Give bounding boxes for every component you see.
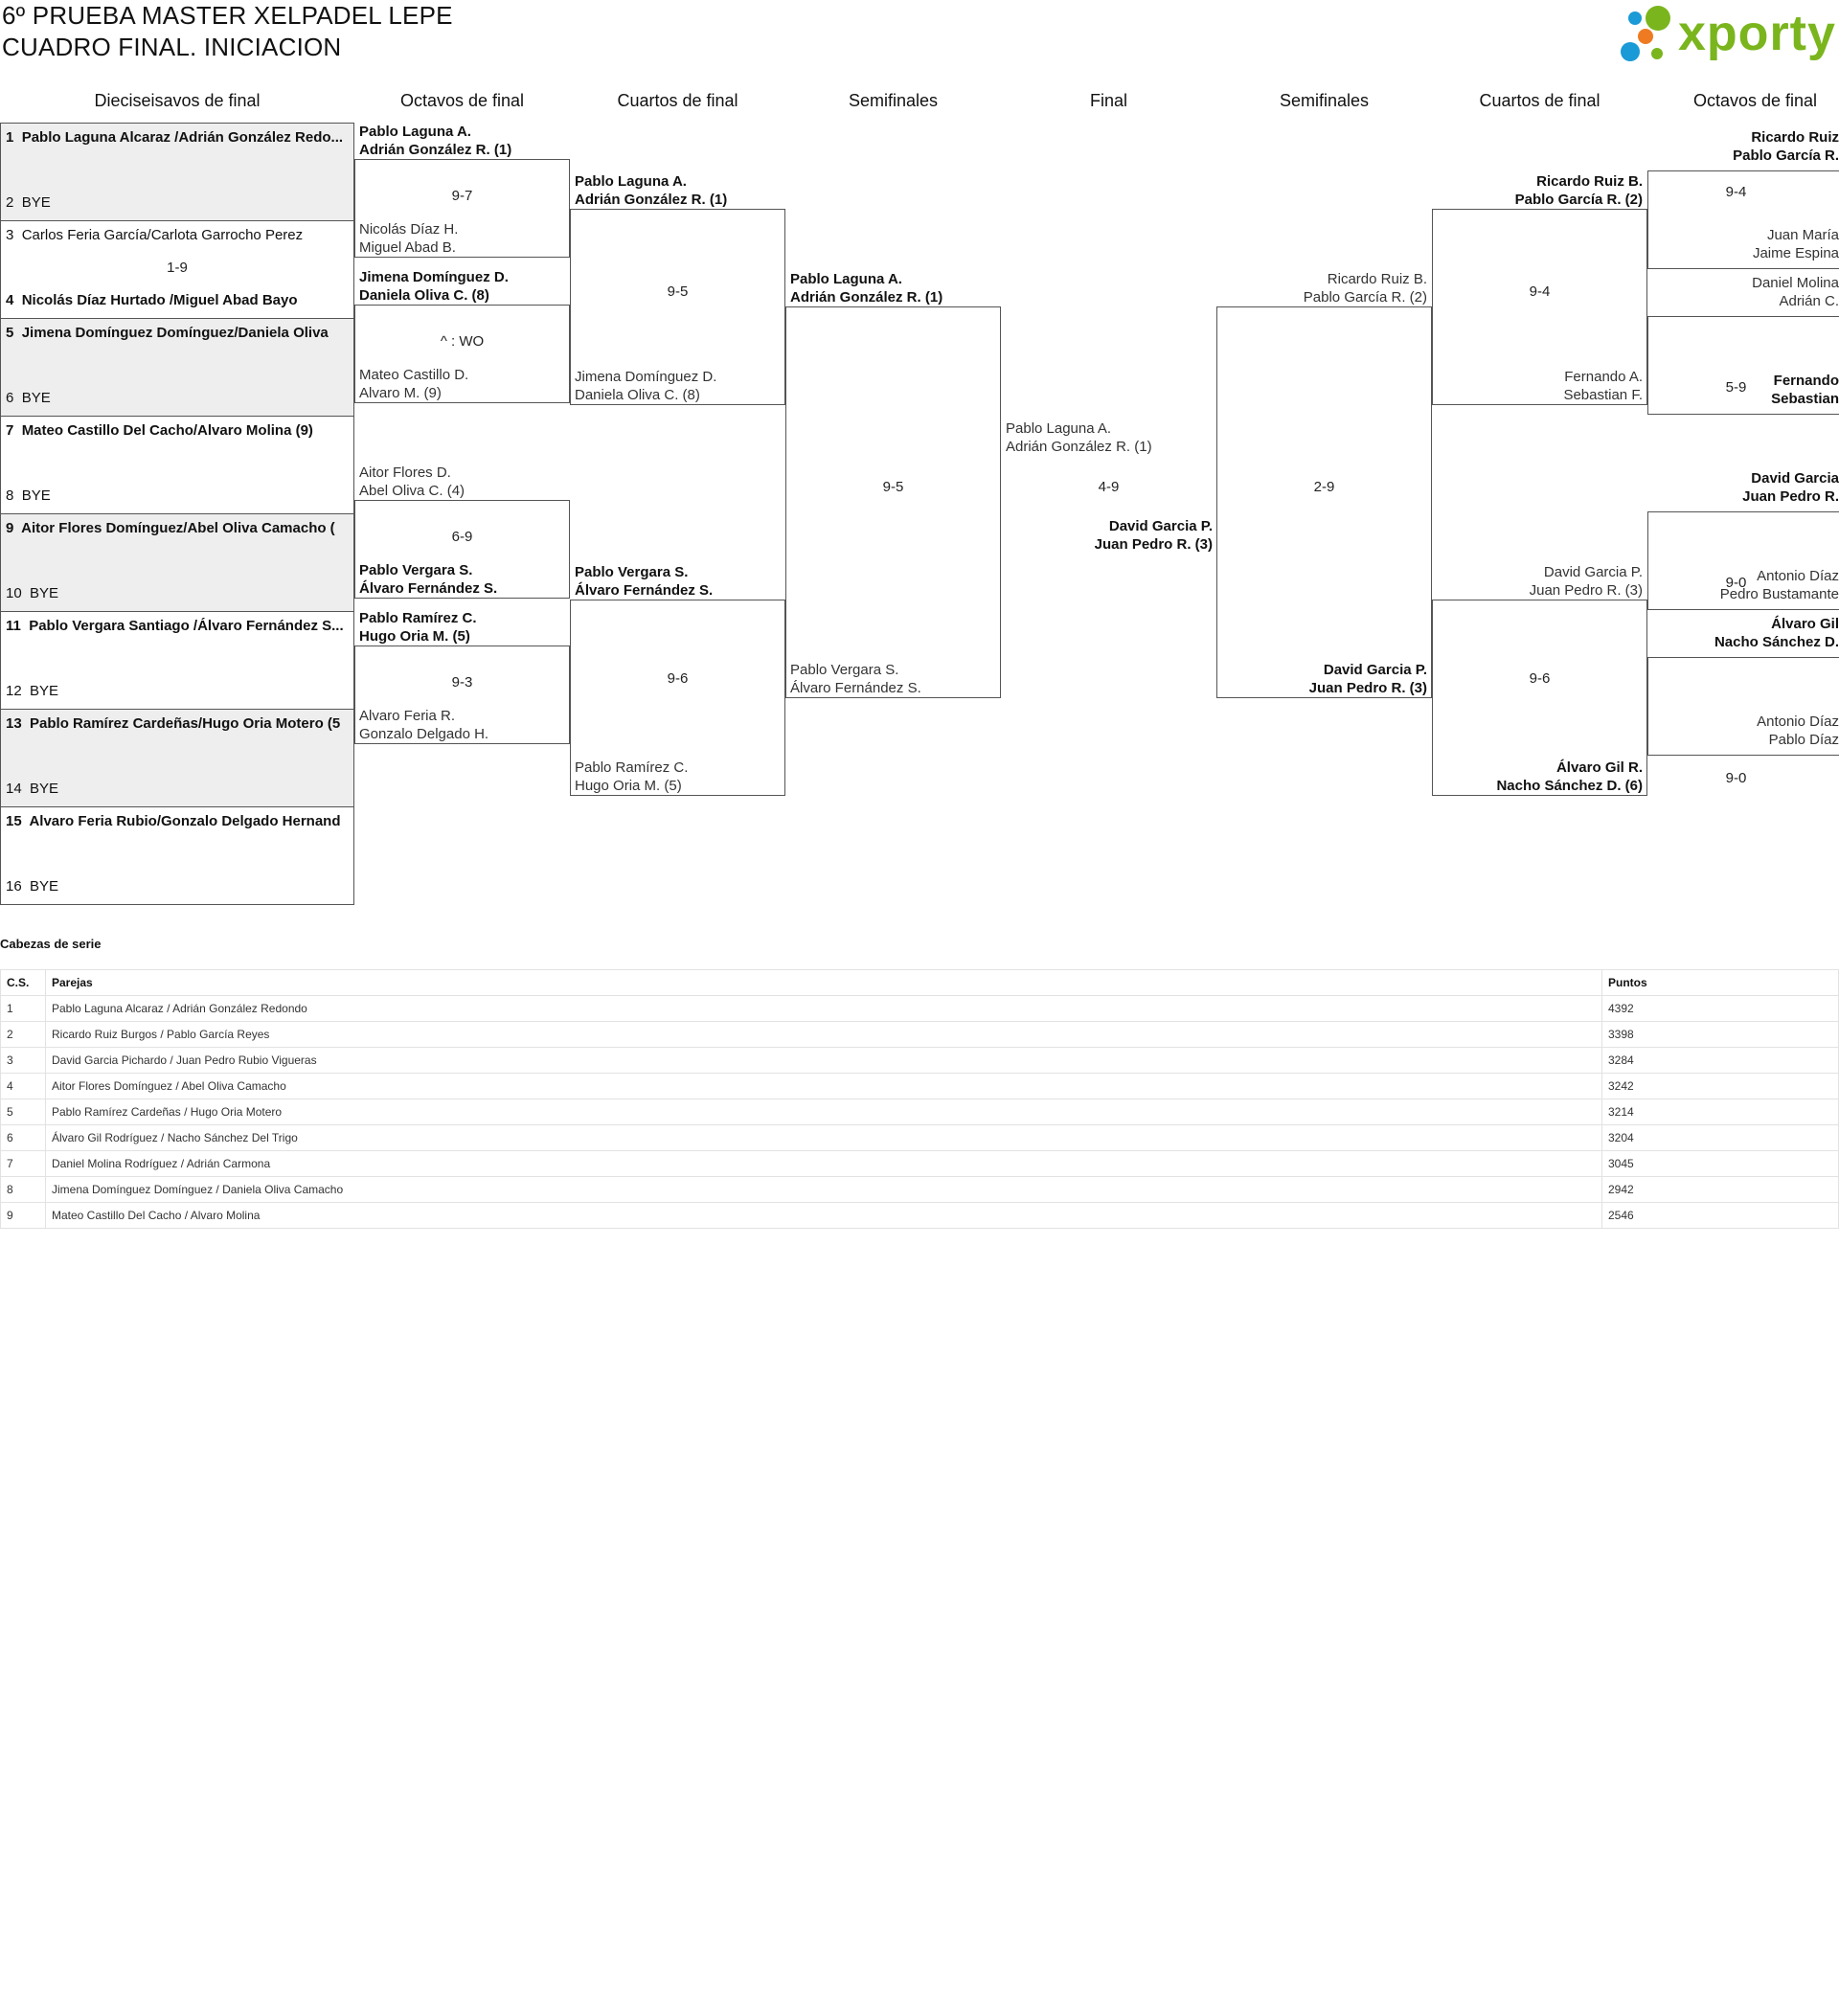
player-a-line-1: David Garcia [1751, 470, 1839, 487]
player-b-line-1: Antonio Díaz [1757, 568, 1839, 584]
seeds-table [0, 969, 1839, 1229]
round-header-qf-right: Cuartos de final [1479, 91, 1601, 110]
match-score: 2-9 [1313, 479, 1335, 495]
seeds-cell-cs: 6 [1, 1125, 46, 1151]
match-score: 9-6 [667, 670, 689, 687]
page-title [2, 0, 453, 63]
final-player-b-line-2: Juan Pedro R. (3) [1094, 536, 1213, 553]
round-header-sf-right: Semifinales [1279, 91, 1370, 110]
seeds-cell-points: 2942 [1602, 1177, 1839, 1203]
r32-entry-bottom [6, 878, 352, 895]
seeds-row [1, 1203, 1839, 1229]
match-score: 9-0 [1725, 575, 1747, 591]
r32-seed-number: 5 [6, 325, 14, 341]
r32-seed-number: 9 [6, 520, 14, 536]
player-b-line-2: Nacho Sánchez D. (6) [1496, 778, 1643, 794]
player-a-line-2: Nacho Sánchez D. [1714, 634, 1839, 650]
player-b-line-1: Pablo Ramírez C. [575, 759, 689, 776]
r32-entry-top [6, 813, 352, 829]
title-line-1: 6º PRUEBA MASTER XELPADEL LEPE [2, 1, 453, 30]
seeds-row [1, 1074, 1839, 1099]
seeds-cell-pair: Álvaro Gil Rodríguez / Nacho Sánchez Del Trigo [46, 1125, 1602, 1151]
r32-seed-number: 3 [6, 227, 14, 243]
r32-entry-bottom [6, 683, 352, 699]
player-b-line-1: Pablo Vergara S. [359, 562, 473, 578]
player-a-line-1: Jimena Domínguez D. [359, 269, 509, 285]
seeds-cell-pair: Pablo Ramírez Cardeñas / Hugo Oria Motero [46, 1099, 1602, 1125]
seeds-cell-points: 3398 [1602, 1022, 1839, 1048]
final-player-a-line-2: Adrián González R. (1) [1006, 439, 1152, 455]
seeds-row [1, 1022, 1839, 1048]
player-a-line-2: Juan Pedro R. [1742, 488, 1839, 505]
player-b-line-1: Álvaro Gil R. [1555, 759, 1643, 776]
r32-pair-name: Pablo Vergara Santiago /Álvaro Fernández S... [29, 618, 344, 634]
seeds-header-pairs: Parejas [46, 970, 1602, 996]
r32-entry-bottom [6, 390, 352, 406]
r32-seed-number: 11 [6, 618, 21, 634]
final-score: 4-9 [1098, 479, 1120, 495]
r32-entry-bottom [6, 292, 352, 308]
xporty-logo [1617, 4, 1839, 65]
seeds-cell-cs: 1 [1, 996, 46, 1022]
player-a-line-1: Pablo Laguna A. [790, 271, 902, 287]
player-b-line-2: Hugo Oria M. (5) [575, 778, 682, 794]
r32-seed-number: 4 [6, 292, 14, 308]
player-b-line-2: Álvaro Fernández S. [359, 580, 498, 597]
round-header-r32: Dieciseisavos de final [94, 91, 261, 110]
r32-pair-name: Mateo Castillo Del Cacho/Alvaro Molina (9) [21, 422, 313, 439]
seeds-cell-cs: 3 [1, 1048, 46, 1074]
player-b-line-1: Antonio Díaz [1757, 714, 1839, 730]
r32-entry-top [6, 227, 352, 243]
match-score: 6-9 [451, 529, 473, 545]
player-b-line-2: Juan Pedro R. (3) [1308, 680, 1427, 696]
player-b-line-2: Álvaro Fernández S. [790, 680, 921, 696]
seeds-cell-pair: David Garcia Pichardo / Juan Pedro Rubio Vigueras [46, 1048, 1602, 1074]
r32-seed-number: 8 [6, 487, 14, 504]
player-a-line-2: Juan Pedro R. (3) [1529, 582, 1643, 599]
player-b-line-1: Mateo Castillo D. [359, 367, 469, 383]
r32-seed-number: 10 [6, 585, 22, 601]
round-header-qf: Cuartos de final [617, 91, 738, 110]
seeds-cell-cs: 4 [1, 1074, 46, 1099]
round-header-r16: Octavos de final [399, 91, 525, 110]
match-score: 9-0 [1725, 770, 1747, 786]
player-a-line-1: Pablo Ramírez C. [359, 610, 477, 626]
seeds-row [1, 1177, 1839, 1203]
player-a-line-1: Pablo Laguna A. [575, 173, 687, 190]
player-b-line-1: Pablo Vergara S. [790, 662, 899, 678]
player-a-line-1: Daniel Molina [1752, 275, 1839, 291]
player-a-line-2: Adrián González R. (1) [790, 289, 943, 306]
round-header-r16-right: Octavos de final [1692, 91, 1818, 110]
player-a-line-2: Adrián González R. (1) [575, 192, 728, 208]
player-a-line-2: Adrián González R. (1) [359, 142, 512, 158]
r32-entry-bottom [6, 194, 352, 211]
final-player-b-line-1: David Garcia P. [1108, 518, 1213, 534]
player-a-line-1: Ricardo Ruiz B. [1327, 271, 1427, 287]
player-a-line-2: Adrián C. [1779, 293, 1839, 309]
r32-pair-name: BYE [30, 585, 59, 601]
r32-pair-name: Alvaro Feria Rubio/Gonzalo Delgado Hernand [29, 813, 341, 829]
match-score: ^ : WO [440, 333, 485, 350]
player-b-line-2: Pedro Bustamante [1719, 586, 1839, 602]
player-b-line-2: Gonzalo Delgado H. [359, 726, 489, 742]
r32-pair-name: Pablo Ramírez Cardeñas/Hugo Oria Motero (5 [30, 715, 341, 732]
player-b-line-2: Sebastian [1771, 391, 1839, 407]
match-score: 9-4 [1725, 184, 1747, 200]
logo-dot-orange [1638, 29, 1653, 44]
r32-pair-name: BYE [30, 781, 59, 797]
seeds-header-cs: C.S. [1, 970, 46, 996]
r32-seed-number: 7 [6, 422, 14, 439]
seeds-cell-pair: Jimena Domínguez Domínguez / Daniela Oliva Camacho [46, 1177, 1602, 1203]
r32-pair-name: Carlos Feria García/Carlota Garrocho Perez [21, 227, 304, 243]
player-a-line-2: Abel Oliva C. (4) [359, 483, 465, 499]
r32-pair-name: BYE [30, 683, 59, 699]
r32-pair-name: Aitor Flores Domínguez/Abel Oliva Camacho ( [21, 520, 335, 536]
seeds-row [1, 1151, 1839, 1177]
player-a-line-2: Hugo Oria M. (5) [359, 628, 470, 645]
r32-pair-name: BYE [21, 194, 51, 211]
logo-dot-blue [1621, 42, 1640, 61]
player-a-line-1: David Garcia P. [1543, 564, 1643, 580]
player-a-line-2: Pablo García R. (2) [1303, 289, 1427, 306]
match-score: 9-3 [451, 674, 473, 691]
seeds-cell-pair: Mateo Castillo Del Cacho / Alvaro Molina [46, 1203, 1602, 1229]
player-b-line-2: Jaime Espina [1752, 245, 1839, 261]
seeds-header-row [1, 970, 1839, 996]
r32-entry-top [6, 715, 352, 732]
player-b-line-2: Daniela Oliva C. (8) [575, 387, 700, 403]
r32-entry-bottom [6, 487, 352, 504]
player-b-line-1: Fernando A. [1564, 369, 1643, 385]
match-score: 9-5 [882, 479, 904, 495]
match-score: 9-6 [1529, 670, 1551, 687]
seeds-cell-pair: Daniel Molina Rodríguez / Adrián Carmona [46, 1151, 1602, 1177]
player-a-line-1: Pablo Laguna A. [359, 124, 471, 140]
player-b-line-2: Sebastian F. [1563, 387, 1643, 403]
r32-entry-top [6, 422, 352, 439]
r32-seed-number: 13 [6, 715, 22, 732]
logo-dot-green [1646, 6, 1670, 31]
player-a-line-1: Ricardo Ruiz [1751, 129, 1839, 146]
seeds-cell-cs: 7 [1, 1151, 46, 1177]
r32-entry-bottom [6, 585, 352, 601]
match-bracket [1216, 306, 1432, 698]
r32-seed-number: 1 [6, 129, 14, 146]
seeds-cell-cs: 5 [1, 1099, 46, 1125]
logo-dot-green-small [1651, 48, 1663, 59]
r32-seed-number: 6 [6, 390, 14, 406]
seeds-cell-points: 3214 [1602, 1099, 1839, 1125]
seeds-cell-points: 3045 [1602, 1151, 1839, 1177]
seeds-cell-cs: 2 [1, 1022, 46, 1048]
seeds-title: Cabezas de serie [0, 937, 102, 951]
player-a-line-2: Álvaro Fernández S. [575, 582, 714, 599]
r32-seed-number: 12 [6, 683, 22, 699]
seeds-cell-cs: 8 [1, 1177, 46, 1203]
r32-entry-top [6, 618, 352, 634]
match-bracket [785, 306, 1001, 698]
player-b-line-2: Miguel Abad B. [359, 239, 456, 256]
player-b-line-1: David Garcia P. [1323, 662, 1427, 678]
r32-pair-name: BYE [21, 487, 51, 504]
r32-pair-name: Nicolás Díaz Hurtado /Miguel Abad Bayo [21, 292, 298, 308]
player-a-line-1: Ricardo Ruiz B. [1536, 173, 1643, 190]
r32-pair-name: BYE [30, 878, 59, 895]
seeds-row [1, 1048, 1839, 1074]
seeds-cell-points: 2546 [1602, 1203, 1839, 1229]
seeds-cell-cs: 9 [1, 1203, 46, 1229]
player-b-line-1: Fernando [1773, 373, 1839, 389]
player-b-line-1: Jimena Domínguez D. [575, 369, 717, 385]
title-line-2: CUADRO FINAL. INICIACION [2, 33, 342, 61]
r32-seed-number: 15 [6, 813, 22, 829]
r32-pair-name: Jimena Domínguez Domínguez/Daniela Oliva [21, 325, 329, 341]
player-b-line-2: Alvaro M. (9) [359, 385, 442, 401]
player-a-line-1: Aitor Flores D. [359, 464, 451, 481]
logo-text: xporty [1678, 6, 1836, 61]
seeds-row [1, 996, 1839, 1022]
seeds-row [1, 1125, 1839, 1151]
r32-seed-number: 16 [6, 878, 22, 895]
r32-entry-top [6, 129, 352, 146]
r32-pair-name: BYE [21, 390, 51, 406]
seeds-cell-pair: Ricardo Ruiz Burgos / Pablo García Reyes [46, 1022, 1602, 1048]
seeds-header-points: Puntos [1602, 970, 1839, 996]
player-a-line-1: Pablo Vergara S. [575, 564, 689, 580]
r32-match-score: 1-9 [167, 260, 188, 276]
r32-pair-name: Pablo Laguna Alcaraz /Adrián González Redo... [21, 129, 344, 146]
r32-seed-number: 2 [6, 194, 14, 211]
match-score: 9-7 [451, 188, 473, 204]
player-b-line-1: Juan María [1766, 227, 1839, 243]
seeds-cell-points: 3204 [1602, 1125, 1839, 1151]
player-a-line-2: Daniela Oliva C. (8) [359, 287, 489, 304]
round-header-final: Final [1089, 91, 1127, 110]
player-b-line-1: Alvaro Feria R. [359, 708, 456, 724]
player-a-line-2: Pablo García R. [1733, 147, 1839, 164]
round-header-sf: Semifinales [848, 91, 939, 110]
seeds-cell-points: 3242 [1602, 1074, 1839, 1099]
logo-dot-blue-small [1628, 11, 1642, 25]
player-a-line-1: Álvaro Gil [1771, 616, 1839, 632]
r32-entry-bottom [6, 781, 352, 797]
player-b-line-1: Nicolás Díaz H. [359, 221, 459, 238]
r32-seed-number: 14 [6, 781, 22, 797]
final-player-a-line-1: Pablo Laguna A. [1006, 420, 1112, 437]
seeds-cell-pair: Pablo Laguna Alcaraz / Adrián González Redondo [46, 996, 1602, 1022]
match-score: 5-9 [1725, 379, 1747, 396]
seeds-cell-pair: Aitor Flores Domínguez / Abel Oliva Camacho [46, 1074, 1602, 1099]
match-score: 9-4 [1529, 283, 1551, 300]
match-score: 9-5 [667, 283, 689, 300]
player-a-line-2: Pablo García R. (2) [1514, 192, 1643, 208]
seeds-cell-points: 4392 [1602, 996, 1839, 1022]
seeds-cell-points: 3284 [1602, 1048, 1839, 1074]
seeds-row [1, 1099, 1839, 1125]
r32-entry-top [6, 325, 352, 341]
player-b-line-2: Pablo Díaz [1768, 732, 1839, 748]
r32-entry-top [6, 520, 352, 536]
